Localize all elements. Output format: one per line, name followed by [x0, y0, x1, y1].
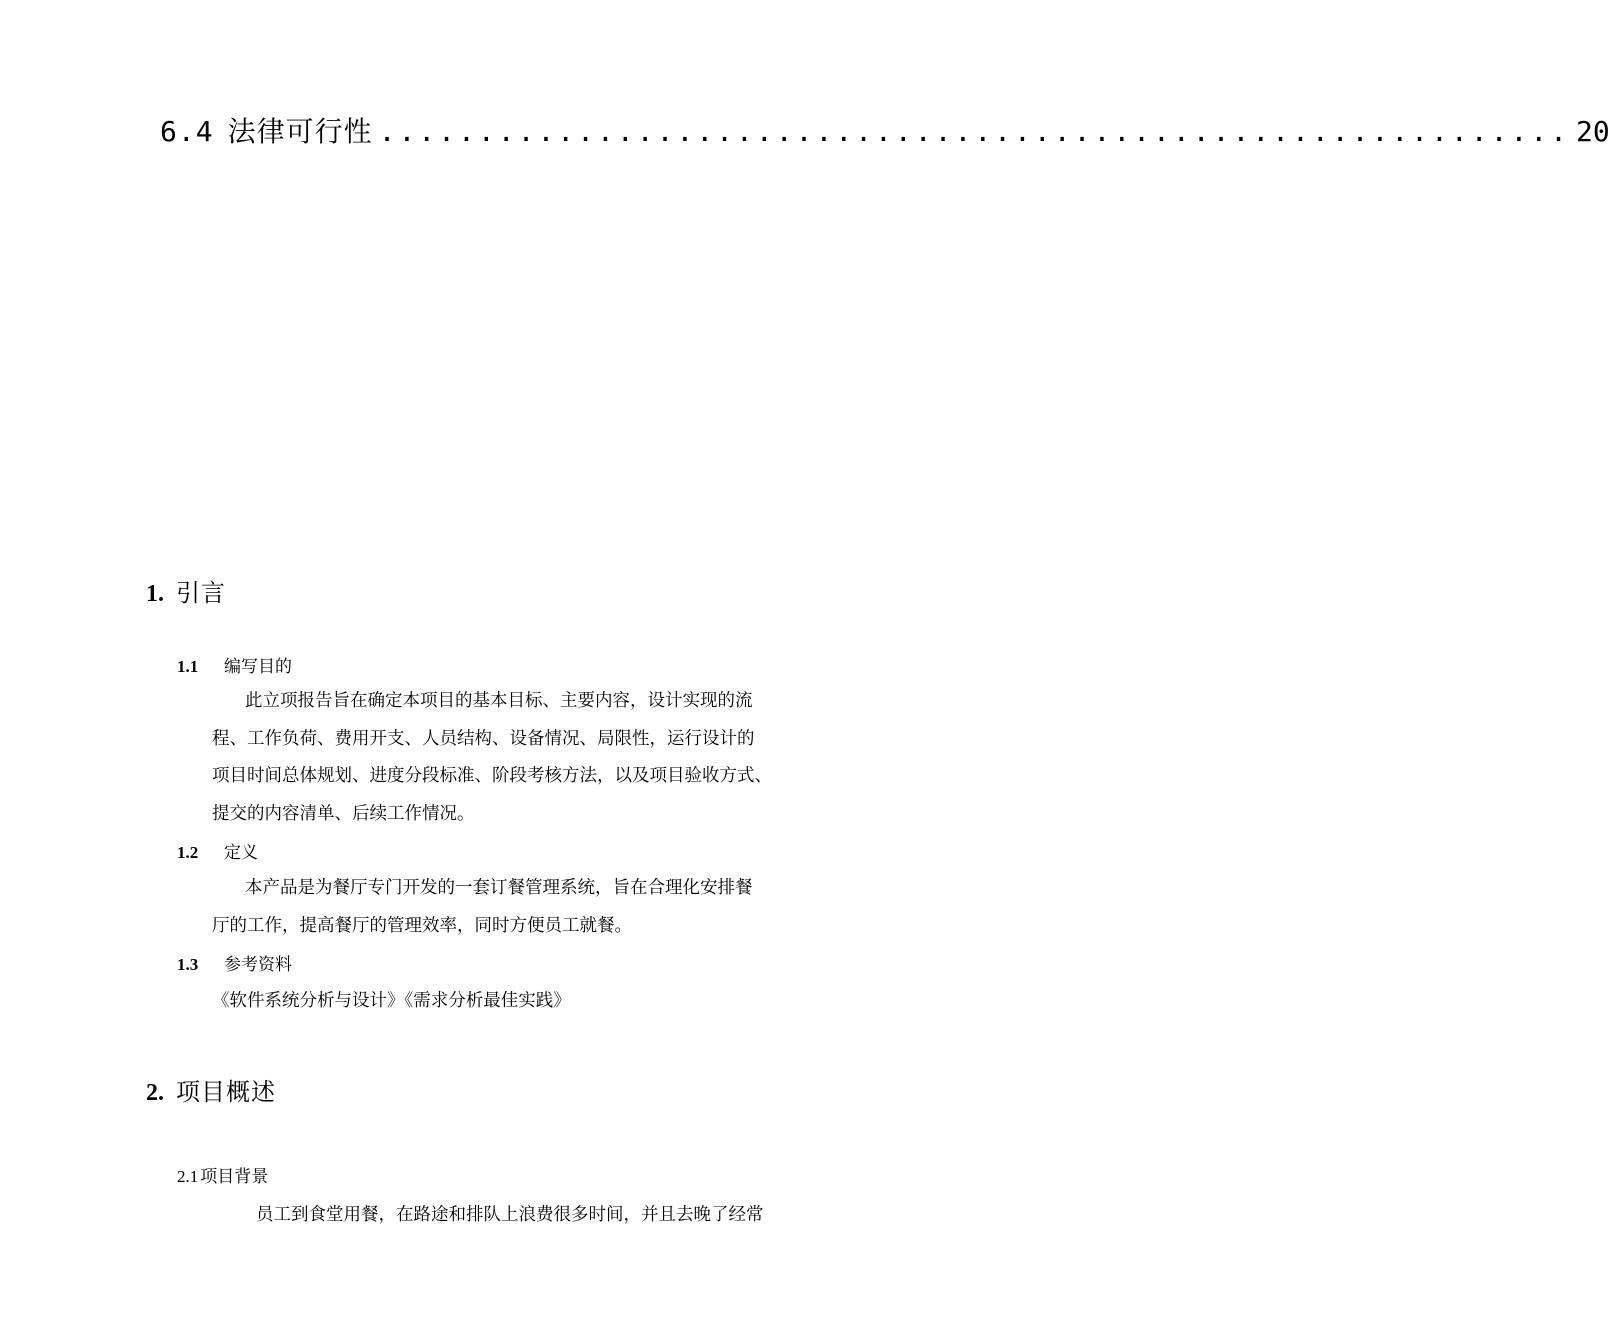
paragraph-line: 程、工作负荷、费用开支、人员结构、设备情况、局限性，运行设计的	[212, 728, 755, 749]
section-2-heading	[146, 1075, 276, 1110]
toc-leader-dots: ............................................................	[378, 115, 1571, 148]
reference-list: 《软件系统分析与设计》《需求分析最佳实践》	[212, 991, 571, 1011]
subsection-1-1-title: 编写目的	[224, 657, 292, 677]
paragraph-line: 提交的内容清单、后续工作情况。	[212, 803, 475, 824]
toc-entry-title: 法律可行性	[227, 115, 373, 148]
toc-entry-page: 20	[1576, 115, 1610, 148]
subsection-1-1-number: 1.1	[177, 657, 199, 676]
paragraph-line: 员工到食堂用餐，在路途和排队上浪费很多时间，并且去晚了经常	[256, 1205, 764, 1225]
toc-entry[interactable]	[160, 112, 1610, 152]
subsection-1-2-paragraph	[212, 870, 753, 945]
paragraph-line: 本产品是为餐厅专门开发的一套订餐管理系统，旨在合理化安排餐	[245, 878, 753, 898]
subsection-1-3-title: 参考资料	[224, 955, 292, 975]
toc-entry-number: 6.4	[160, 115, 214, 148]
subsection-2-1-paragraph	[256, 1197, 764, 1235]
subsection-1-2-title: 定义	[224, 843, 258, 863]
section-1-title: 引言	[176, 579, 226, 607]
paragraph-line: 此立项报告旨在确定本项目的基本目标、主要内容，设计实现的流	[245, 691, 753, 711]
paragraph-line: 项目时间总体规划、进度分段标准、阶段考核方法，以及项目验收方式、	[212, 766, 772, 786]
section-2-title: 项目概述	[176, 1078, 276, 1106]
subsection-2-1-heading	[177, 1164, 268, 1190]
subsection-1-3-number: 1.3	[177, 955, 199, 974]
section-2-number: 2.	[146, 1080, 164, 1106]
subsection-1-2-heading	[177, 840, 258, 866]
subsection-1-1-heading	[177, 654, 292, 680]
subsection-1-1-paragraph	[212, 683, 772, 833]
subsection-2-1-title: 项目背景	[200, 1167, 269, 1187]
paragraph-line: 厅的工作，提高餐厅的管理效率，同时方便员工就餐。	[212, 915, 632, 936]
subsection-1-3-heading	[177, 952, 292, 978]
subsection-1-2-number: 1.2	[177, 843, 199, 862]
subsection-2-1-number: 2.1	[177, 1167, 199, 1186]
section-1-heading	[146, 576, 226, 611]
section-1-number: 1.	[146, 581, 164, 607]
